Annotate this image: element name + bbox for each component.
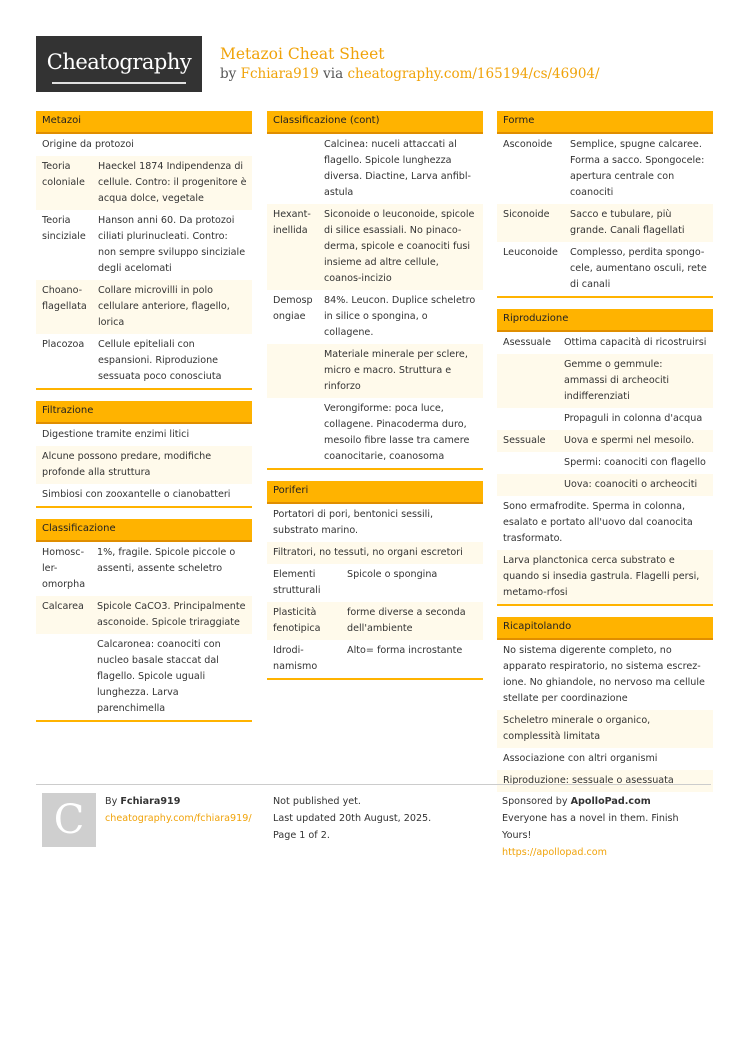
table-row bbox=[36, 334, 252, 388]
row-key: Plasticità fenotipica bbox=[267, 602, 341, 640]
table-row bbox=[36, 156, 252, 210]
row-key bbox=[497, 452, 558, 474]
row-text: Scheletro minerale o organico, complessità limitata bbox=[497, 710, 713, 748]
footer-sponsor-block bbox=[502, 793, 702, 861]
row-value: Uova e spermi nel mesoilo. bbox=[558, 430, 713, 452]
table-row bbox=[36, 424, 252, 446]
row-key: Elementi strutturali bbox=[267, 564, 341, 602]
row-value: Gemme o gemmule: ammassi di archeociti indifferenziati bbox=[558, 354, 713, 408]
logo-text: Cheatography bbox=[46, 50, 192, 74]
row-text: Sono ermafrodite. Sperma in colonna, esalato e portato all'uovo dal coanocita trasformato. bbox=[497, 496, 713, 550]
table-row bbox=[497, 408, 713, 430]
row-key bbox=[497, 408, 558, 430]
footer-author-block bbox=[105, 793, 252, 827]
table-row bbox=[497, 204, 713, 242]
row-key: Placozoa bbox=[36, 334, 92, 388]
row-value: Hanson anni 60. Da protozoi ciliati plurinucleati. Contro: non sempre sviluppo sinciziale degli acelomati bbox=[92, 210, 252, 280]
row-text: Riproduzione: sessuale o asessuata bbox=[497, 770, 713, 792]
row-value: Materiale minerale per sclere, micro e macro. Struttura e rinforzo bbox=[318, 344, 483, 398]
row-key: Idrodi-namismo bbox=[267, 640, 341, 678]
row-value: Verongiforme: poca luce, collagene. Pinacoderma duro, mesoilo fibre lasse tra camere coanocitarie, coanosoma bbox=[318, 398, 483, 468]
table-row bbox=[36, 596, 252, 634]
section-forme bbox=[497, 111, 713, 298]
table-row bbox=[267, 504, 483, 542]
row-key bbox=[497, 474, 558, 496]
row-text: Filtratori, no tessuti, no organi escretori bbox=[267, 542, 483, 564]
table-row bbox=[267, 640, 483, 678]
byline-by: by bbox=[220, 66, 237, 82]
row-key bbox=[267, 398, 318, 468]
row-value: Complesso, perdita spongo-cele, aumentano osculi, rete di canali bbox=[564, 242, 713, 296]
column-3 bbox=[497, 111, 713, 803]
footer-author-link[interactable]: cheatography.com/fchiara919/ bbox=[105, 813, 252, 824]
table-row bbox=[497, 354, 713, 408]
section-bottom-rule bbox=[497, 296, 713, 298]
table-row bbox=[267, 204, 483, 290]
row-key: Demosp ongiae bbox=[267, 290, 318, 344]
table-row bbox=[497, 452, 713, 474]
table-row bbox=[267, 602, 483, 640]
table-row bbox=[497, 242, 713, 296]
section-poriferi bbox=[267, 481, 483, 680]
row-key: Homosc-ler-omorpha bbox=[36, 542, 91, 596]
row-value: Spermi: coanociti con flagello bbox=[558, 452, 713, 474]
section-bottom-rule bbox=[267, 678, 483, 680]
row-value: Semplice, spugne calcaree. Forma a sacco. Spongocele: apertura centrale con coanociti bbox=[564, 134, 713, 204]
row-value: forme diverse a seconda dell'ambiente bbox=[341, 602, 483, 640]
section-classificazione bbox=[36, 519, 252, 722]
row-key: Asconoide bbox=[497, 134, 564, 204]
table-row bbox=[36, 634, 252, 720]
table-row bbox=[36, 542, 252, 596]
row-value: Alto= forma incrostante bbox=[341, 640, 483, 678]
row-value: Collare microvilli in polo cellulare anteriore, flagello, lorica bbox=[92, 280, 252, 334]
row-key: Siconoide bbox=[497, 204, 564, 242]
row-key bbox=[267, 134, 318, 204]
table-row bbox=[497, 550, 713, 604]
section-classificazione-cont bbox=[267, 111, 483, 470]
row-key bbox=[497, 354, 558, 408]
table-row bbox=[497, 640, 713, 710]
author-link[interactable]: Fchiara919 bbox=[240, 66, 319, 82]
section-heading: Poriferi bbox=[267, 481, 483, 504]
row-key: Hexant-inellida bbox=[267, 204, 318, 290]
footer-page: Page 1 of 2. bbox=[273, 830, 330, 841]
row-key: Asessuale bbox=[497, 332, 558, 354]
row-text: Digestione tramite enzimi litici bbox=[36, 424, 252, 446]
table-row bbox=[267, 398, 483, 468]
page-title[interactable]: Metazoi Cheat Sheet bbox=[220, 45, 385, 63]
footer-rule bbox=[36, 784, 711, 785]
avatar-letter: C bbox=[53, 797, 85, 843]
byline bbox=[220, 66, 600, 82]
row-text: Associazione con altri organismi bbox=[497, 748, 713, 770]
row-key: Choano-flagellata bbox=[36, 280, 92, 334]
row-value: Spicole o spongina bbox=[341, 564, 483, 602]
table-row bbox=[497, 770, 713, 792]
row-key bbox=[36, 634, 91, 720]
row-value: Calcaronea: coanociti con nucleo basale staccat dal flagello. Spicole uguali lunghezza. Larva parenchimella bbox=[91, 634, 252, 720]
section-bottom-rule bbox=[36, 720, 252, 722]
section-bottom-rule bbox=[36, 506, 252, 508]
table-row bbox=[36, 280, 252, 334]
section-heading: Filtrazione bbox=[36, 401, 252, 424]
section-ricapitolando bbox=[497, 617, 713, 792]
section-bottom-rule bbox=[497, 604, 713, 606]
row-text: Alcune possono predare, modifiche profonde alla struttura bbox=[36, 446, 252, 484]
section-heading: Metazoi bbox=[36, 111, 252, 134]
row-text: Portatori di pori, bentonici sessili, substrato marino. bbox=[267, 504, 483, 542]
row-value: 84%. Leucon. Duplice scheletro in silice o spongina, o collagene. bbox=[318, 290, 483, 344]
row-key: Teoria coloniale bbox=[36, 156, 92, 210]
table-row bbox=[36, 210, 252, 280]
logo-underline bbox=[52, 82, 186, 84]
section-heading: Classificazione (cont) bbox=[267, 111, 483, 134]
row-text: No sistema digerente completo, no apparato respiratorio, no sistema escrez-ione. No ghiandole, no nervoso ma cellule stellate per coordinazione bbox=[497, 640, 713, 710]
table-row bbox=[267, 290, 483, 344]
row-key bbox=[267, 344, 318, 398]
section-filtrazione bbox=[36, 401, 252, 508]
column-2 bbox=[267, 111, 483, 691]
section-bottom-rule bbox=[36, 388, 252, 390]
row-key: Calcarea bbox=[36, 596, 91, 634]
row-key: Leuconoide bbox=[497, 242, 564, 296]
footer-published: Not published yet. bbox=[273, 796, 361, 807]
row-value: Haeckel 1874 Indipendenza di cellule. Contro: il progenitore è acqua dolce, vegetale bbox=[92, 156, 252, 210]
table-row bbox=[497, 134, 713, 204]
row-value: Propaguli in colonna d'acqua bbox=[558, 408, 713, 430]
row-key: Sessuale bbox=[497, 430, 558, 452]
row-value: 1%, fragile. Spicole piccole o assenti, assente scheletro bbox=[91, 542, 252, 596]
row-value: Calcinea: nuceli attaccati al flagello. Spicole lunghezza diversa. Diactine, Larva anfibl-astula bbox=[318, 134, 483, 204]
row-key: Teoria sinciziale bbox=[36, 210, 92, 280]
table-row bbox=[36, 134, 252, 156]
footer-sponsored: Sponsored by bbox=[502, 796, 568, 807]
row-value: Siconoide o leuconoide, spicole di silice esassiali. No pinaco-derma, spicole e coanociti fusi insieme ad altre cellule, coanos-incizio bbox=[318, 204, 483, 290]
row-value: Ottima capacità di ricostruirsi bbox=[558, 332, 713, 354]
table-row bbox=[267, 134, 483, 204]
footer-sponsor-name[interactable]: ApolloPad.com bbox=[570, 796, 651, 807]
section-heading: Riproduzione bbox=[497, 309, 713, 332]
table-row bbox=[267, 564, 483, 602]
section-riproduzione bbox=[497, 309, 713, 606]
table-row bbox=[497, 430, 713, 452]
footer-sponsor-link[interactable]: https://apollopad.com bbox=[502, 847, 608, 858]
section-heading: Forme bbox=[497, 111, 713, 134]
cheatography-logo[interactable] bbox=[36, 36, 202, 92]
row-value: Spicole CaCO3. Principalmente asconoide. Spicole triraggiate bbox=[91, 596, 252, 634]
table-row bbox=[267, 344, 483, 398]
table-row bbox=[36, 446, 252, 484]
footer-tagline: Everyone has a novel in them. Finish Yours! bbox=[502, 813, 679, 841]
byline-via: via bbox=[323, 66, 344, 82]
footer-by: By bbox=[105, 796, 118, 807]
row-text: Origine da protozoi bbox=[36, 134, 252, 156]
table-row bbox=[497, 474, 713, 496]
table-row bbox=[267, 542, 483, 564]
table-row bbox=[497, 710, 713, 748]
table-row bbox=[36, 484, 252, 506]
section-bottom-rule bbox=[267, 468, 483, 470]
footer-updated: Last updated 20th August, 2025. bbox=[273, 813, 432, 824]
row-text: Simbiosi con zooxantelle o cianobatteri bbox=[36, 484, 252, 506]
section-metazoi bbox=[36, 111, 252, 390]
footer-publish-block bbox=[273, 793, 431, 844]
column-1 bbox=[36, 111, 252, 733]
row-value: Sacco e tubulare, più grande. Canali flagellati bbox=[564, 204, 713, 242]
section-heading: Ricapitolando bbox=[497, 617, 713, 640]
row-text: Larva planctonica cerca substrato e quando si insedia gastrula. Flagelli persi, metamo-rfosi bbox=[497, 550, 713, 604]
row-value: Uova: coanociti o archeociti bbox=[558, 474, 713, 496]
footer-author-name[interactable]: Fchiara919 bbox=[120, 796, 181, 807]
table-row bbox=[497, 748, 713, 770]
author-avatar[interactable] bbox=[42, 793, 96, 847]
section-heading: Classificazione bbox=[36, 519, 252, 542]
table-row bbox=[497, 496, 713, 550]
sheet-url-link[interactable]: cheatography.com/165194/cs/46904/ bbox=[347, 66, 600, 82]
row-value: Cellule epiteliali con espansioni. Riproduzione sessuata poco conosciuta bbox=[92, 334, 252, 388]
table-row bbox=[497, 332, 713, 354]
